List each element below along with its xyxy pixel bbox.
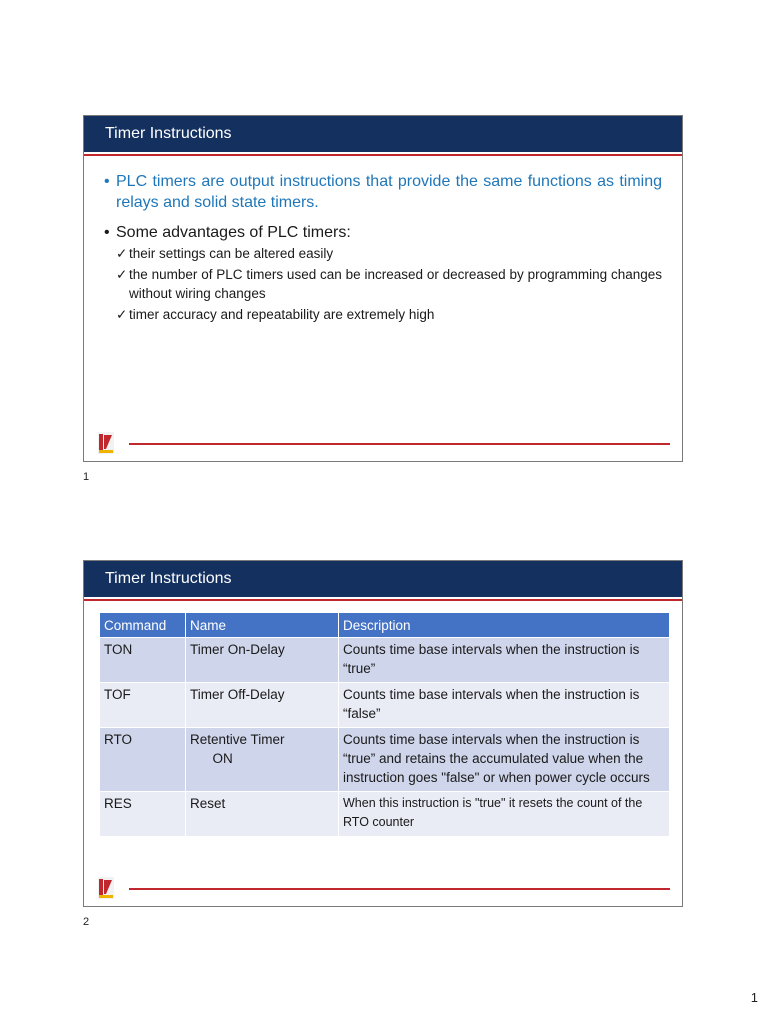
cell-command: TON <box>100 638 186 683</box>
bullet-dot-icon: • <box>104 224 110 241</box>
header-divider <box>84 154 682 156</box>
list-item: ✓ their settings can be altered easily <box>116 246 334 261</box>
checkmark-icon: ✓ <box>116 307 128 322</box>
slide-2 <box>83 560 683 907</box>
cell-command: RTO <box>100 728 186 792</box>
column-header-description: Description <box>339 613 670 638</box>
bullet-plc-timers: • PLC timers are output instructions that provide the same functions as timing relays and solid state timers. <box>104 173 662 211</box>
cell-description: Counts time base intervals when the instruction is “true” and retains the accumulated value when the instruction goes "false" or when power cycle occurs <box>339 728 670 792</box>
table-row <box>100 728 669 792</box>
bullet-advantages: • Some advantages of PLC timers: <box>104 224 351 241</box>
table-row <box>100 683 669 728</box>
cell-name: Reset <box>186 792 339 837</box>
footer-divider <box>129 888 670 890</box>
slide-1 <box>83 115 683 462</box>
slide-number: 2 <box>83 916 90 928</box>
slide-number: 1 <box>83 471 90 483</box>
table-row <box>100 638 669 683</box>
university-logo-icon <box>98 877 114 899</box>
page-number: 1 <box>750 990 758 1005</box>
column-header-command: Command <box>100 613 186 638</box>
cell-name: Retentive Timer ON <box>186 728 339 792</box>
table-header-row <box>100 613 669 638</box>
bullet-dot-icon: • <box>104 173 110 190</box>
cell-name: Timer Off-Delay <box>186 683 339 728</box>
slide-body <box>104 171 662 324</box>
cell-description: Counts time base intervals when the instruction is “false” <box>339 683 670 728</box>
cell-command: TOF <box>100 683 186 728</box>
cell-name: Timer On-Delay <box>186 638 339 683</box>
slide-title: Timer Instructions <box>84 116 682 152</box>
cell-command: RES <box>100 792 186 837</box>
checkmark-icon: ✓ <box>116 246 128 261</box>
list-item: ✓ the number of PLC timers used can be increased or decreased by programming changes without wiring changes <box>116 267 662 301</box>
university-logo-icon <box>98 432 114 454</box>
list-item: ✓ timer accuracy and repeatability are extremely high <box>116 307 435 322</box>
column-header-name: Name <box>186 613 339 638</box>
checkmark-icon: ✓ <box>116 267 128 282</box>
slide-title: Timer Instructions <box>84 561 682 597</box>
cell-description: When this instruction is "true" it resets the count of the RTO counter <box>339 792 670 837</box>
cell-description: Counts time base intervals when the instruction is “true” <box>339 638 670 683</box>
timer-instructions-table <box>100 613 669 836</box>
header-divider <box>84 599 682 601</box>
table-row <box>100 792 669 837</box>
advantages-list <box>104 244 662 324</box>
footer-divider <box>129 443 670 445</box>
